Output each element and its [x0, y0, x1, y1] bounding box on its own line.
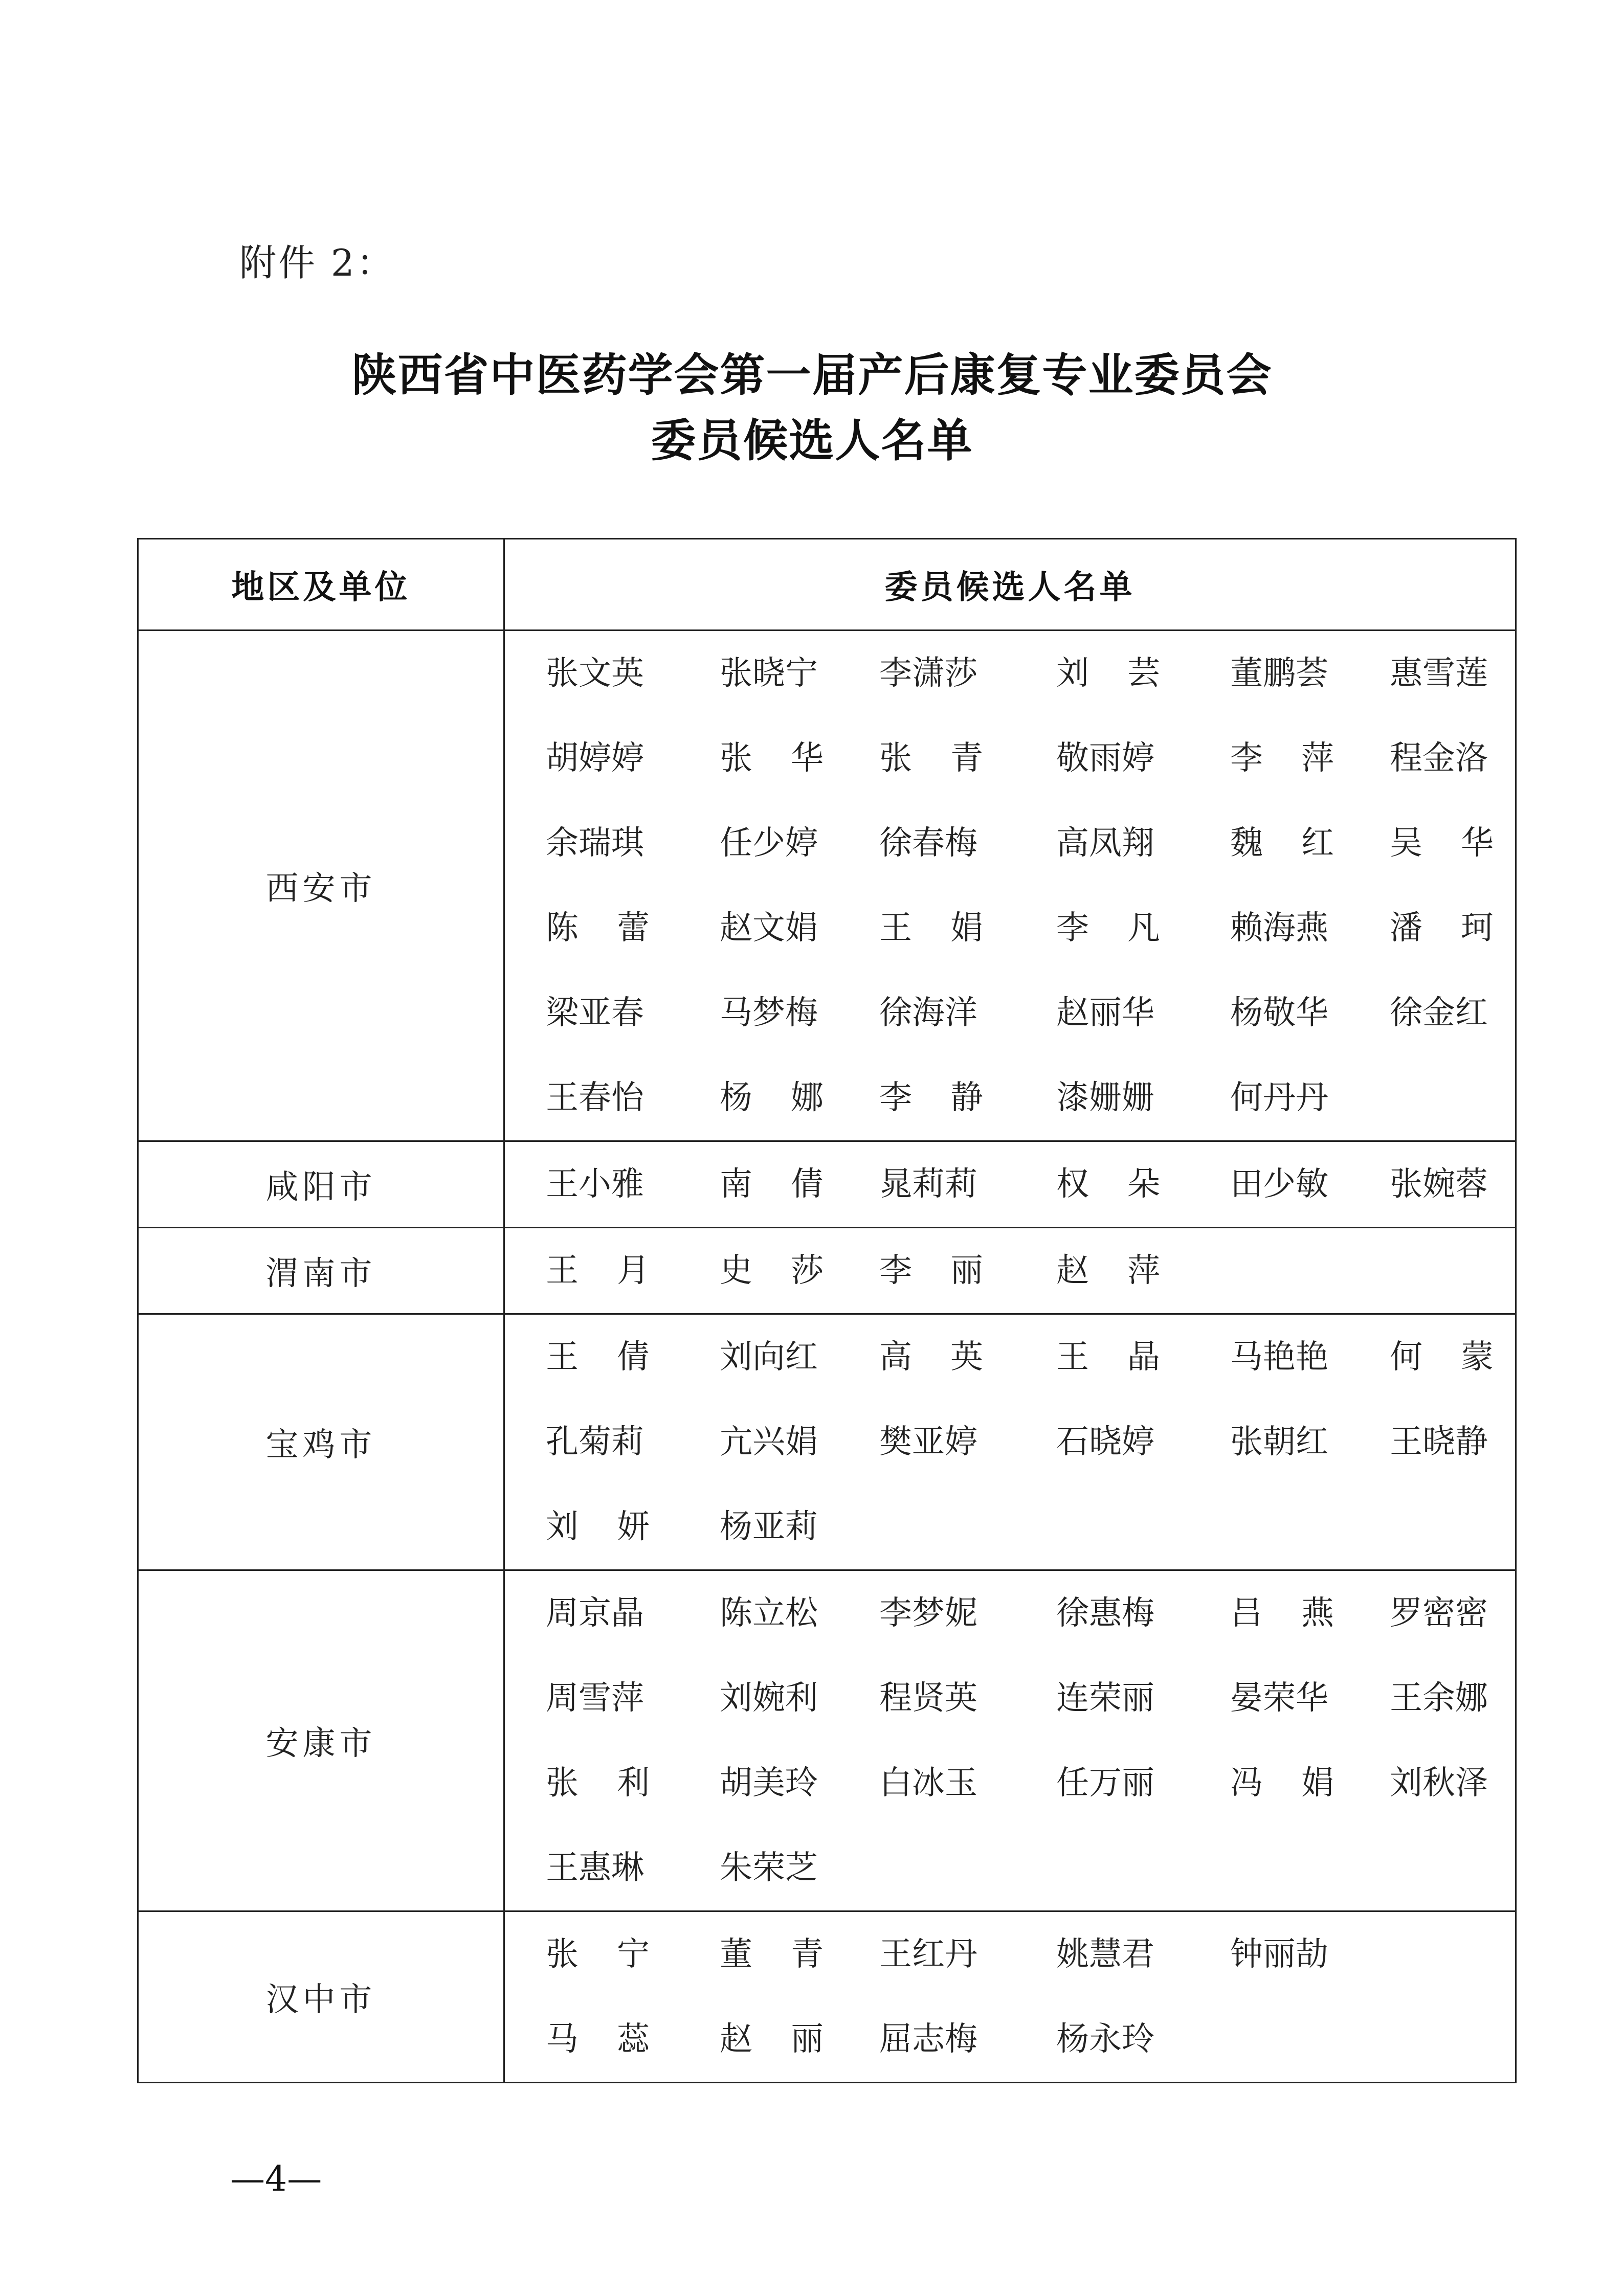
names-cell	[504, 631, 1532, 1141]
candidate-name: 王红丹	[879, 1935, 977, 1973]
candidate-name: 李静	[879, 1079, 1021, 1117]
candidate-name: 李潇莎	[879, 655, 977, 692]
region-cell: 安康市	[138, 1570, 504, 1911]
header-region: 地区及单位	[138, 539, 504, 631]
candidate-name: 张利	[546, 1764, 688, 1802]
candidate-name: 杨亚莉	[720, 1508, 818, 1546]
candidate-name: 徐海洋	[879, 994, 977, 1032]
table-row	[138, 631, 1516, 1141]
candidate-name: 董青	[720, 1935, 862, 1973]
document-title-line1: 陕西省中医药学会第一届产后康复专业委员会	[351, 349, 1273, 401]
candidate-name: 王春怡	[546, 1079, 644, 1117]
candidate-name: 王娟	[879, 909, 1021, 947]
candidate-name: 刘芸	[1056, 655, 1198, 692]
region-cell: 咸阳市	[138, 1141, 504, 1228]
candidate-name: 杨娜	[720, 1079, 862, 1117]
candidate-name: 冯娟	[1230, 1764, 1372, 1802]
table-row	[138, 1141, 1516, 1228]
candidate-name: 张朝红	[1230, 1423, 1328, 1461]
candidate-name: 田少敏	[1230, 1165, 1328, 1203]
candidate-name: 徐金红	[1390, 994, 1488, 1032]
candidate-name: 吕燕	[1230, 1594, 1372, 1632]
region-cell: 渭南市	[138, 1228, 504, 1314]
candidate-name: 张婉蓉	[1390, 1165, 1488, 1203]
candidate-name: 周京晶	[546, 1594, 644, 1632]
candidate-name: 刘妍	[546, 1508, 688, 1546]
candidate-name: 赖海燕	[1230, 909, 1328, 947]
candidate-name: 李萍	[1230, 739, 1372, 777]
candidate-name: 程贤英	[879, 1679, 977, 1717]
names-cell	[504, 1141, 1516, 1228]
candidate-name: 晁莉莉	[879, 1165, 977, 1203]
candidate-name: 刘秋泽	[1390, 1764, 1488, 1802]
table-row	[138, 1314, 1516, 1570]
names-cell	[504, 1314, 1532, 1570]
candidate-name: 潘珂	[1390, 909, 1532, 947]
candidate-name: 连荣丽	[1056, 1679, 1154, 1717]
candidate-name: 胡美玲	[720, 1764, 818, 1802]
candidate-name: 敬雨婷	[1056, 739, 1154, 777]
header-names: 委员候选人名单	[504, 539, 1516, 631]
candidate-name: 高英	[879, 1338, 1021, 1376]
candidate-name: 马蕊	[546, 2020, 688, 2058]
candidate-name: 魏红	[1230, 824, 1372, 862]
candidate-name: 权朵	[1056, 1165, 1198, 1203]
table-row	[138, 1911, 1516, 2083]
document-title-line2: 委员候选人名单	[651, 414, 973, 467]
candidate-name: 李梦妮	[879, 1594, 977, 1632]
candidate-name: 杨敬华	[1230, 994, 1328, 1032]
candidate-name: 王惠琳	[546, 1849, 644, 1887]
names-cell	[504, 1228, 1516, 1314]
candidate-name: 张华	[720, 739, 862, 777]
candidate-name: 屈志梅	[879, 2020, 977, 2058]
candidate-name: 赵文娟	[720, 909, 818, 947]
table-row	[138, 1570, 1516, 1911]
candidate-name: 王倩	[546, 1338, 688, 1376]
region-cell: 汉中市	[138, 1911, 504, 2083]
candidate-name: 白冰玉	[879, 1764, 977, 1802]
candidate-name: 王余娜	[1390, 1679, 1488, 1717]
candidate-name: 亢兴娟	[720, 1423, 818, 1461]
names-cell	[504, 1911, 1516, 2083]
candidate-name: 刘向红	[720, 1338, 818, 1376]
candidate-name: 惠雪莲	[1390, 655, 1488, 692]
candidate-name: 马梦梅	[720, 994, 818, 1032]
candidate-name: 钟丽劼	[1230, 1935, 1328, 1973]
region-cell: 西安市	[138, 631, 504, 1141]
candidate-name: 徐春梅	[879, 824, 977, 862]
candidate-name: 张宁	[546, 1935, 688, 1973]
candidate-name: 赵萍	[1056, 1252, 1198, 1290]
page-number: —4—	[230, 2159, 322, 2199]
candidate-name: 漆姗姗	[1056, 1079, 1154, 1117]
candidate-name: 董鹏荟	[1230, 655, 1328, 692]
candidate-name: 张青	[879, 739, 1021, 777]
candidate-name: 王晶	[1056, 1338, 1198, 1376]
candidate-name: 何丹丹	[1230, 1079, 1328, 1117]
candidate-name: 马艳艳	[1230, 1338, 1328, 1376]
names-cell	[504, 1570, 1516, 1911]
candidate-name: 胡婷婷	[546, 739, 644, 777]
candidate-table	[137, 538, 1532, 2083]
candidate-name: 孔菊莉	[546, 1423, 644, 1461]
candidate-name: 杨永玲	[1056, 2020, 1154, 2058]
candidate-name: 任少婷	[720, 824, 818, 862]
candidate-name: 王小雅	[546, 1165, 644, 1203]
candidate-name: 任万丽	[1056, 1764, 1154, 1802]
candidate-name: 何蒙	[1390, 1338, 1532, 1376]
candidate-name	[1390, 1912, 1558, 1997]
candidate-name: 张晓宁	[720, 655, 818, 692]
candidate-name: 朱荣芝	[720, 1849, 818, 1887]
candidate-name: 罗密密	[1390, 1594, 1488, 1632]
candidate-name: 陈蕾	[546, 909, 688, 947]
table-header-row	[138, 539, 1516, 631]
table-row	[138, 1228, 1516, 1314]
candidate-name: 余瑞琪	[546, 824, 644, 862]
candidate-name: 李凡	[1056, 909, 1198, 947]
candidate-name: 周雪萍	[546, 1679, 644, 1717]
candidate-name: 史莎	[720, 1252, 862, 1290]
candidate-name: 王月	[546, 1252, 688, 1290]
candidate-name: 赵丽	[720, 2020, 862, 2058]
candidate-name: 姚慧君	[1056, 1935, 1154, 1973]
attachment-label: 附件 2：	[239, 241, 395, 284]
candidate-name: 石晓婷	[1056, 1423, 1154, 1461]
candidate-name: 赵丽华	[1056, 994, 1154, 1032]
candidate-name: 南倩	[720, 1165, 862, 1203]
candidate-name: 王晓静	[1390, 1423, 1488, 1461]
candidate-name: 张文英	[546, 655, 644, 692]
candidate-name: 李丽	[879, 1252, 1021, 1290]
candidate-name: 樊亚婷	[879, 1423, 977, 1461]
candidate-name: 刘婉利	[720, 1679, 818, 1717]
candidate-name: 程金洛	[1390, 739, 1488, 777]
candidate-name: 吴华	[1390, 824, 1532, 862]
region-cell: 宝鸡市	[138, 1314, 504, 1570]
candidate-name: 梁亚春	[546, 994, 644, 1032]
candidate-name: 徐惠梅	[1056, 1594, 1154, 1632]
candidate-name: 陈立松	[720, 1594, 818, 1632]
candidate-name: 晏荣华	[1230, 1679, 1328, 1717]
candidate-name: 高凤翔	[1056, 824, 1154, 862]
